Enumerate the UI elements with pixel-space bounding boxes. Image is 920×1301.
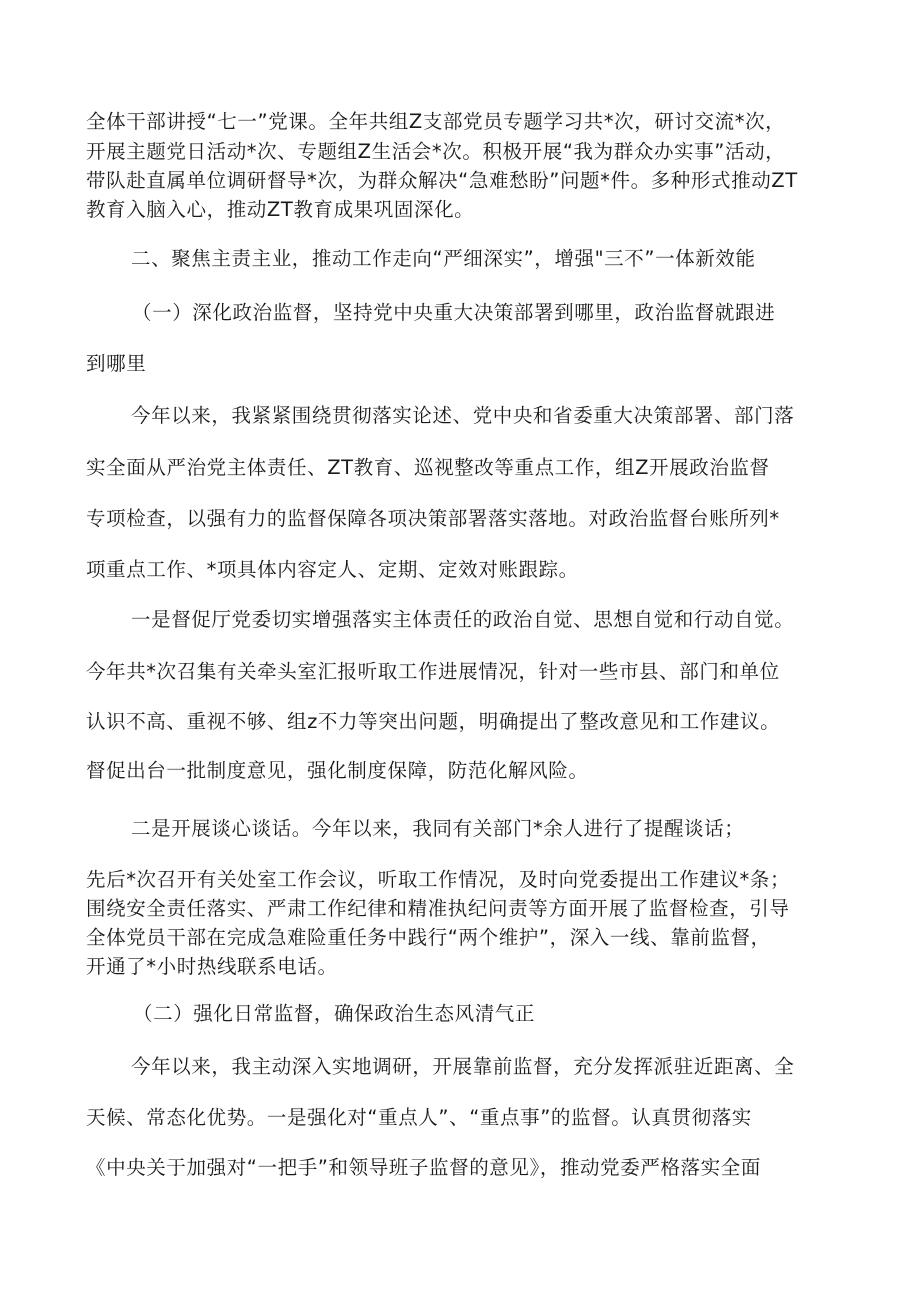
paragraph-5-line-2: 天候、常态化优势。一是强化对“重点人”、“重点事”的监督。认真贯彻落实 [86, 1106, 752, 1129]
subsection-1-heading-line-1: （一）深化政治监督，坚持党中央重大决策部署到哪里，政治监督就跟进 [132, 301, 776, 324]
paragraph-1-line-2: 开展主题党日活动*次、专题组Z生活会*次。积极开展“我为群众办实事”活动， [86, 140, 786, 163]
paragraph-4-line-2: 先后*次召开有关处室工作会议，听取工作情况，及时向党委提出工作建议*条； [86, 868, 791, 891]
paragraph-4-line-1: 二是开展谈心谈话。今年以来，我同有关部门*余人进行了提醒谈话； [131, 817, 745, 840]
section-2-heading: 二、聚焦主责主业，推动工作走向“严细深实”，增强"三不”一体新效能 [131, 247, 756, 270]
paragraph-5-line-3: 《中央关于加强对“一把手”和领导班子监督的意见》，推动党委严格落实全面 [86, 1156, 761, 1179]
paragraph-3-line-1: 一是督促厅党委切实增强落实主体责任的政治自觉、思想自觉和行动自觉。 [131, 608, 795, 631]
paragraph-2-line-1: 今年以来，我紧紧围绕贯彻落实论述、党中央和省委重大决策部署、部门落 [131, 404, 795, 427]
paragraph-1-line-4: 教育入脑入心，推动ZT教育成果巩固深化。 [86, 198, 475, 221]
paragraph-5-line-1: 今年以来，我主动深入实地调研，开展靠前监督，充分发挥派驻近距离、全 [131, 1055, 795, 1078]
paragraph-3-line-4: 督促出台一批制度意见，强化制度保障，防范化解风险。 [86, 759, 589, 782]
paragraph-4-line-3: 围绕安全责任落实、严肃工作纪律和精准执纪问责等方面开展了监督检查，引导 [86, 897, 790, 920]
subsection-2-heading: （二）强化日常监督，确保政治生态风清气正 [133, 1002, 536, 1025]
paragraph-4-line-4: 全体党员干部在完成急难险重任务中践行“两个维护”，深入一线、靠前监督， [86, 926, 771, 949]
paragraph-3-line-2: 今年共*次召集有关牵头室汇报听取工作进展情况，针对一些市县、部门和单位 [86, 660, 780, 683]
paragraph-2-line-2: 实全面从严治党主体责任、ZT教育、巡视整改等重点工作，组Z开展政治监督 [86, 456, 770, 479]
paragraph-4-line-5: 开通了*小时热线联系电话。 [86, 955, 338, 978]
subsection-1-heading-line-2: 到哪里 [86, 352, 147, 375]
paragraph-2-line-4: 项重点工作、*项具体内容定人、定期、定效对账跟踪。 [86, 558, 579, 581]
paragraph-2-line-3: 专项检查，以强有力的监督保障各项决策部署落实落地。对政治监督台账所列* [86, 507, 780, 530]
paragraph-1-line-3: 带队赴直属单位调研督导*次，为群众解决“急难愁盼”问题*件。多种形式推动ZT [86, 169, 798, 192]
paragraph-3-line-3: 认识不高、重视不够、组z不力等突出问题，明确提出了整改意见和工作建议。 [86, 710, 781, 733]
paragraph-1-line-1: 全体干部讲授“七一”党课。全年共组Z支部党员专题学习共*次，研讨交流*次， [86, 110, 786, 133]
